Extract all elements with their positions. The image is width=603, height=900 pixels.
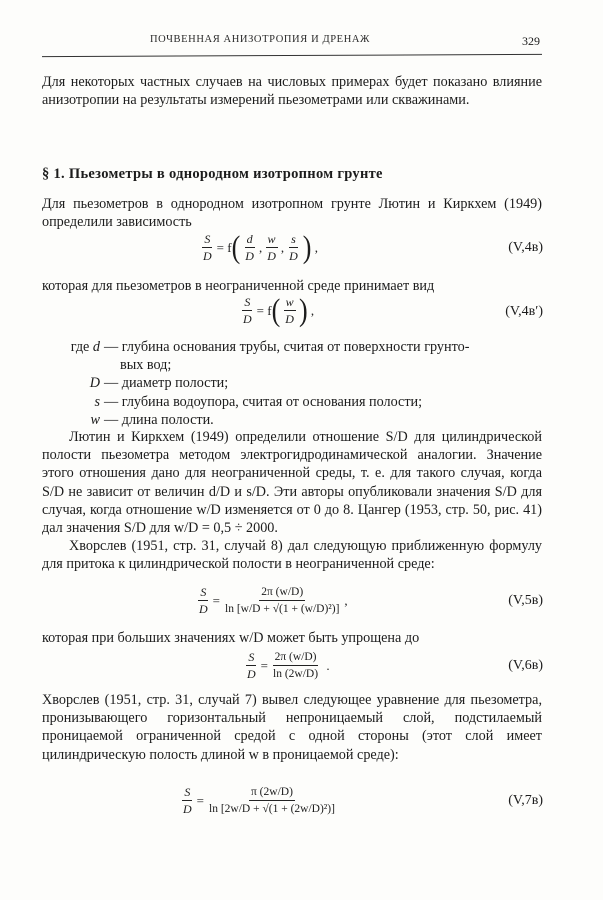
definitions-list [42, 338, 542, 429]
equals-sign: = [260, 657, 269, 673]
equation-v7v [178, 785, 340, 816]
paragraph-3: Лютин и Киркхем (1949) определили отношение S/D для цилиндрической полости пьезометра методом электрогидродинамической аналогии. Значение этого отношения дано для неограниченной среды, т. е. для такого случая, когда S/D не зависит от величин d/D и s/D. Эти авторы опубликовали значения S/D для случая, когда отношение w/D изменяется от 0 до 8. Цангер (1953, стр. 50, рис. 41) дал значения S/D для w/D = 0,5 ÷ 2000. [42, 429, 542, 537]
paragraph-6: Хворслев (1951, стр. 31, случай 7) вывел следующее уравнение для пьезометра, пронизывающего горизонтальный непроницаемый слой, подстилаемый проницаемой ограниченной средой с одной стороны (этот слой имеет цилиндрическую полость длиной w в проницаемой среде): [42, 692, 542, 763]
equation-number: (V,7в) [508, 793, 543, 808]
equation-number: (V,4в′) [505, 304, 543, 319]
equals-sign: = [196, 792, 205, 808]
fraction-s-over-d-small: $\frac{s}{D}$ [289, 232, 298, 263]
definition-w: w — длина полости. [90, 411, 214, 428]
equals-sign: = [212, 592, 221, 608]
fraction-s-over-d: $\frac{S}{D}$ [203, 232, 212, 263]
function-f: f [227, 239, 232, 255]
definition-D: D — диаметр полости; [89, 375, 229, 392]
section-heading: § 1. Пьезометры в однородном изотропном грунте [42, 166, 383, 182]
equation-number: (V,6в) [508, 658, 543, 673]
fraction-w-over-d: $\frac{w}{D}$ [267, 232, 276, 263]
running-header [42, 34, 540, 50]
paragraph-1: Для пьезометров в однородном изотропном грунте Лютин и Киркхем (1949) определили зависимость [42, 196, 542, 231]
definition-d-continuation: вых вод; [120, 357, 172, 374]
paragraph-2: которая для пьезометров в неограниченной среде принимает вид [42, 278, 435, 294]
fraction-d-over-d: $\frac{d}{D}$ [245, 232, 254, 263]
header-rule [42, 54, 542, 57]
equation-number: (V,5в) [508, 593, 543, 608]
main-fraction: $\frac{2\pi (w/D)}{\text{ln [w/D + √(1 + (w/D)²)]}}$ [225, 586, 340, 615]
fraction-s-over-d: $\frac{S}{D}$ [243, 295, 252, 326]
function-f: f [267, 302, 272, 318]
fraction-w-over-d: $\frac{w}{D}$ [285, 295, 294, 326]
page-number: 329 [522, 34, 540, 48]
fraction-s-over-d: $\frac{S}{D}$ [183, 785, 192, 816]
definition-s: s — глубина водоупора, считая от основания полости; [94, 393, 423, 410]
paragraph-4: Хворслев (1951, стр. 31, случай 8) дал следующую приближенную формулу для притока к цилиндрической полости в неограниченной среде: [42, 538, 542, 573]
main-fraction: $\frac{2\pi (w/D)}{\ln (2w/D)}$ [273, 651, 319, 680]
equals-sign: = [256, 302, 265, 318]
equals-sign: = [216, 239, 225, 255]
fraction-s-over-d: $\frac{S}{D}$ [247, 650, 256, 681]
main-fraction: $\frac{\pi (2w/D)}{\text{ln [2w/D + √(1 + (2w/D)²)]}}$ [209, 786, 335, 815]
equation-number: (V,4в) [508, 240, 543, 255]
intro-paragraph: Для некоторых частных случаев на числовых примерах будет показано влияние анизотропии на результаты измерений пьезометрами или скважинами. [42, 74, 542, 109]
running-header-title: ПОЧВЕННАЯ АНИЗОТРОПИЯ И ДРЕНАЖ [150, 34, 371, 45]
equation-v4v: $\frac{S}{D}$ = f ( $\frac{d}{D}$ , $\frac{w}{D}$ , $\frac{s}{D}$ ) , [203, 229, 318, 265]
equation-v5v: $\frac{S}{D}$ = $\frac{2\pi (w/D)}{\text{ln [w/D + √(1 + (w/D)²)]}}$ , [199, 585, 348, 616]
fraction-s-over-d: $\frac{S}{D}$ [199, 585, 208, 616]
equation-v6v: $\frac{S}{D}$ = $\frac{2\pi (w/D)}{\ln (2w/D)}$ . [247, 650, 330, 681]
definition-d: где d — глубина основания трубы, считая от поверхности грунто- [70, 339, 470, 355]
equation-v4v-prime: $\frac{S}{D}$ = f ( $\frac{w}{D}$ ) , [243, 292, 315, 328]
paragraph-5: которая при больших значениях w/D может быть упрощена до [42, 630, 420, 646]
